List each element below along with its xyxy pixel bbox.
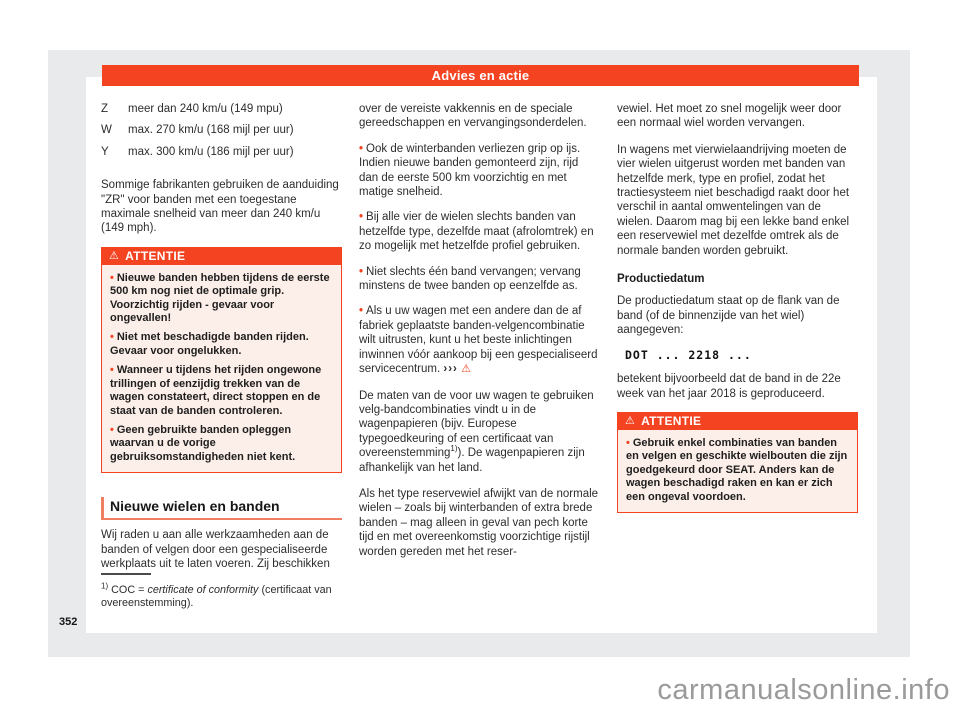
speed-rating-list [101,102,342,166]
attention-bullet: • Gebruik enkel combinaties van banden en velgen en geschikte wielbouten die zijn goedgekeurd door SEAT. Anders kan de wagen beschadigd raken en kan er zich een ongeval voordoen. [626,436,848,503]
speed-rating-code: W [101,124,112,137]
column-left [101,102,342,633]
speed-rating-desc: max. 300 km/u (186 mijl per uur) [128,145,294,158]
footnote-block [101,573,342,633]
footnote-italic: certificate of conformity [147,583,259,596]
paragraph-betekent: betekent bijvoorbeeld dat de band in de 22e week van het jaar 2018 is geproduceerd. [617,373,841,400]
dot-code-text: DOT ... 2218 ... [625,347,752,362]
attention-header [101,247,342,265]
speed-rating-desc: meer dan 240 km/u (149 mpu) [128,103,283,115]
section-banner [102,65,859,86]
paragraph-vewiel: vewiel. Het moet zo snel mogelijk weer door een normaal wiel worden vervangen. [617,103,842,130]
bullet-item: • Bij alle vier de wielen slechts banden van hetzelfde type, dezelfde maat (afrolomtrek) en zo mogelijk met hetzelfde profiel gebruiken. [359,211,594,253]
speed-rating-row [101,102,342,116]
bullet-icon: • [110,364,114,377]
page-number: 352 [59,616,78,628]
attention-box [617,412,858,513]
column-middle [359,102,600,633]
attention-bullet: • Wanneer u tijdens het rijden ongewone trillingen of eenzijdig trekken van de wagen constateert, direct stoppen en de staat van de banden controleren. [110,364,322,417]
warning-triangle-icon: ⚠ [109,249,120,262]
attention-header [617,412,858,430]
subheading-productiedatum: Productiedatum [617,273,705,286]
speed-rating-desc: max. 270 km/u (168 mijl per uur) [128,124,294,137]
bullet-icon: • [359,265,364,278]
section-banner-title: Advies en actie [431,68,530,83]
paragraph-datum: De productiedatum staat op de flank van de band (of de binnenzijde van het wiel) aangegeven: [617,295,840,337]
cross-reference-arrows: ››› [443,363,458,376]
bullet-icon: • [359,142,364,155]
paragraph-advice: Wij raden u aan alle werkzaamheden aan de banden of velgen door een gespecialiseerde werkplaats uit te laten voeren. Zij beschikken [101,529,330,570]
attention-bullet: • Geen gebruikte banden opleggen waarvan u de vorige gebruiksomstandigheden niet kent. [110,423,296,463]
bullet-icon: • [626,436,630,449]
bullet-item: • Als u uw wagen met een andere dan de af fabriek geplaatste banden-velgencombinatie wilt uitrusten, kunt u het beste inlichtingen inwinnen vóór aankoop bij een gespecialiseerd servicecentrum. ››› ⚠ [359,305,598,376]
bullet-item: • Niet slechts één band vervangen; vervang minstens de twee banden op eenzelfde as. [359,265,581,293]
column-right [617,102,858,633]
attention-bullet: • Niet met beschadigde banden rijden. Gevaar voor ongelukken. [110,331,309,357]
attention-title: ATTENTIE [125,248,186,263]
attention-title: ATTENTIE [641,413,702,428]
footnote-text: $^{1)}$ COC = certificate of conformity (certificaat van overeenstemming). [101,581,332,610]
paragraph-zr: Sommige fabrikanten gebruiken de aanduiding "ZR" voor banden met een toegestane maximale snelheid van meer dan 240 km/u (149 mph). [101,179,339,235]
footnote-reference: 1) [450,444,458,454]
bullet-icon: • [359,305,364,318]
speed-rating-row [101,123,342,137]
page-columns [101,102,858,633]
attention-bullet: • Nieuwe banden hebben tijdens de eerste 500 km nog niet de optimale grip. Voorzichtig rijden - gevaar voor ongevallen! [110,271,330,325]
bullet-icon: • [359,211,364,224]
section-heading-nieuwe-wielen: Nieuwe wielen en banden [101,497,342,520]
watermark-text: carmanualsonline.info [657,674,950,706]
attention-box [101,247,342,473]
footnote-divider [101,573,151,575]
paragraph-maten: De maten van de voor uw wagen te gebruiken velg-bandcombinaties vindt u in de wagenpapieren (bijv. Europese typegoedkeuring of een certificaat van overeenstemming$^{1)}$). De wagenpapieren zijn afhankelijk van het land. [359,389,594,474]
paragraph-vierwiel: In wagens met vierwielaandrijving moeten de vier wielen uitgerust worden met banden van hetzelfde merk, type en profiel, zodat het tractiesysteem niet beschadigd raakt door het verschil in aantal omwentelingen van de wielen. Daarom mag bij een lekke band enkel een reservewiel met dezelfde omtrek als de normale banden worden gebruikt. [617,143,850,257]
speed-rating-code: Y [101,145,109,158]
paragraph-continuation: over de vereiste vakkennis en de speciale gereedschappen en vervangingsonderdelen. [359,103,587,130]
bullet-item: • Ook de winterbanden verliezen grip op ijs. Indien nieuwe banden gemonteerd zijn, rijd dan de eerste 500 km voorzichtig en met matige snelheid. [359,142,581,199]
warning-triangle-icon: ⚠ [461,363,471,376]
paragraph-reserve: Als het type reservewiel afwijkt van de normale wielen – zoals bij winterbanden of extra brede banden – mag alleen in geval van pech korte tijd en met overeenkomstig voorzichtige rijstijl worden gereden met het reser- [359,487,599,558]
bullet-icon: • [110,271,114,284]
warning-triangle-icon: ⚠ [625,414,636,427]
bullet-icon: • [110,331,114,344]
bullet-icon: • [110,423,114,436]
speed-rating-code: Z [101,103,109,115]
attention-body [617,430,858,513]
footnote-marker: 1) [101,581,109,591]
speed-rating-row [101,145,342,159]
attention-body [101,265,342,473]
